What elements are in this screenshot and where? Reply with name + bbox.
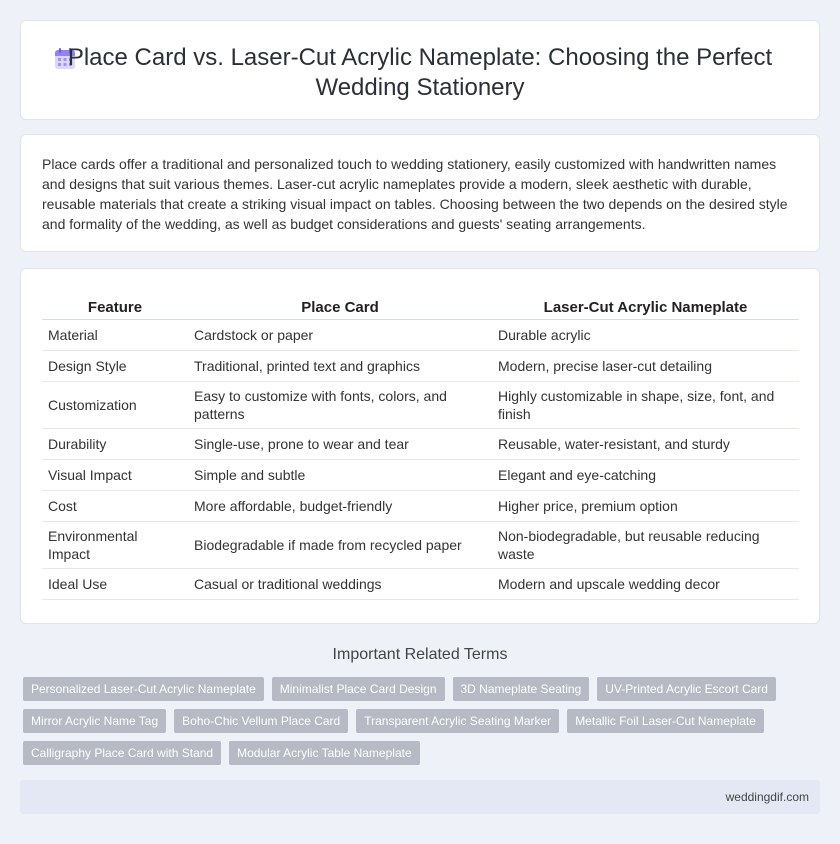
row-acrylic-value: Highly customizable in shape, size, font, and finish bbox=[492, 381, 799, 428]
row-acrylic-value: Elegant and eye-catching bbox=[492, 459, 799, 490]
header-place-card: Place Card bbox=[188, 297, 492, 319]
table-row bbox=[42, 568, 799, 599]
related-term-tag[interactable]: Mirror Acrylic Name Tag bbox=[23, 709, 166, 733]
related-term-tag[interactable]: Modular Acrylic Table Nameplate bbox=[229, 741, 420, 765]
row-feature: Durability bbox=[42, 428, 188, 459]
table-row bbox=[42, 521, 799, 568]
row-feature: Environmental Impact bbox=[42, 521, 188, 568]
intro-paragraph: Place cards offer a traditional and personalized touch to wedding stationery, easily customized with handwritten names and designs that suit various themes. Laser-cut acrylic nameplates provide a modern, sleek aesthetic with durable, reusable materials that create a striking visual impact on tables. Choosing between the two depends on the desired style and formality of the wedding, as well as budget considerations and guests' seating arrangements. bbox=[42, 156, 788, 232]
table-row bbox=[42, 490, 799, 521]
row-place-card-value: Biodegradable if made from recycled paper bbox=[188, 521, 492, 568]
row-acrylic-value: Non-biodegradable, but reusable reducing waste bbox=[492, 521, 799, 568]
related-term-tag[interactable]: Transparent Acrylic Seating Marker bbox=[356, 709, 559, 733]
table-row bbox=[42, 428, 799, 459]
row-acrylic-value: Higher price, premium option bbox=[492, 490, 799, 521]
row-feature: Material bbox=[42, 319, 188, 350]
row-place-card-value: Cardstock or paper bbox=[188, 319, 492, 350]
related-term-tag[interactable]: 3D Nameplate Seating bbox=[453, 677, 590, 701]
row-feature: Customization bbox=[42, 381, 188, 428]
row-acrylic-value: Reusable, water-resistant, and sturdy bbox=[492, 428, 799, 459]
row-feature: Design Style bbox=[42, 350, 188, 381]
row-place-card-value: Simple and subtle bbox=[188, 459, 492, 490]
table-header-row bbox=[42, 297, 799, 319]
row-place-card-value: Easy to customize with fonts, colors, and patterns bbox=[188, 381, 492, 428]
row-acrylic-value: Modern and upscale wedding decor bbox=[492, 568, 799, 599]
table-row bbox=[42, 381, 799, 428]
header-feature: Feature bbox=[42, 297, 188, 319]
comparison-table bbox=[42, 297, 799, 600]
related-term-tag[interactable]: Personalized Laser-Cut Acrylic Nameplate bbox=[23, 677, 264, 701]
intro-card bbox=[20, 134, 820, 252]
table-row bbox=[42, 350, 799, 381]
related-term-tag[interactable]: Minimalist Place Card Design bbox=[272, 677, 445, 701]
row-place-card-value: Traditional, printed text and graphics bbox=[188, 350, 492, 381]
header-acrylic-nameplate: Laser-Cut Acrylic Nameplate bbox=[492, 297, 799, 319]
row-feature: Visual Impact bbox=[42, 459, 188, 490]
related-term-tag[interactable]: Calligraphy Place Card with Stand bbox=[23, 741, 221, 765]
footer-site-link[interactable]: weddingdif.com bbox=[725, 790, 809, 804]
page-title-line-2: Wedding Stationery bbox=[315, 74, 525, 101]
footer bbox=[20, 780, 820, 814]
row-feature: Ideal Use bbox=[42, 568, 188, 599]
related-term-tag[interactable]: Metallic Foil Laser-Cut Nameplate bbox=[567, 709, 764, 733]
related-terms-heading: Important Related Terms bbox=[332, 646, 508, 663]
row-feature: Cost bbox=[42, 490, 188, 521]
related-term-tag[interactable]: Boho-Chic Vellum Place Card bbox=[174, 709, 348, 733]
comparison-table-card bbox=[20, 268, 820, 624]
row-acrylic-value: Durable acrylic bbox=[492, 319, 799, 350]
row-place-card-value: Single-use, prone to wear and tear bbox=[188, 428, 492, 459]
table-row bbox=[42, 319, 799, 350]
title-card bbox=[20, 20, 820, 120]
related-terms-list bbox=[23, 677, 813, 765]
table-row bbox=[42, 459, 799, 490]
row-acrylic-value: Modern, precise laser-cut detailing bbox=[492, 350, 799, 381]
page-title bbox=[21, 43, 819, 103]
row-place-card-value: More affordable, budget-friendly bbox=[188, 490, 492, 521]
related-term-tag[interactable]: UV-Printed Acrylic Escort Card bbox=[597, 677, 776, 701]
page-title-line-1: Place Card vs. Laser-Cut Acrylic Nameplate: Choosing the Perfect bbox=[67, 44, 773, 71]
row-place-card-value: Casual or traditional weddings bbox=[188, 568, 492, 599]
